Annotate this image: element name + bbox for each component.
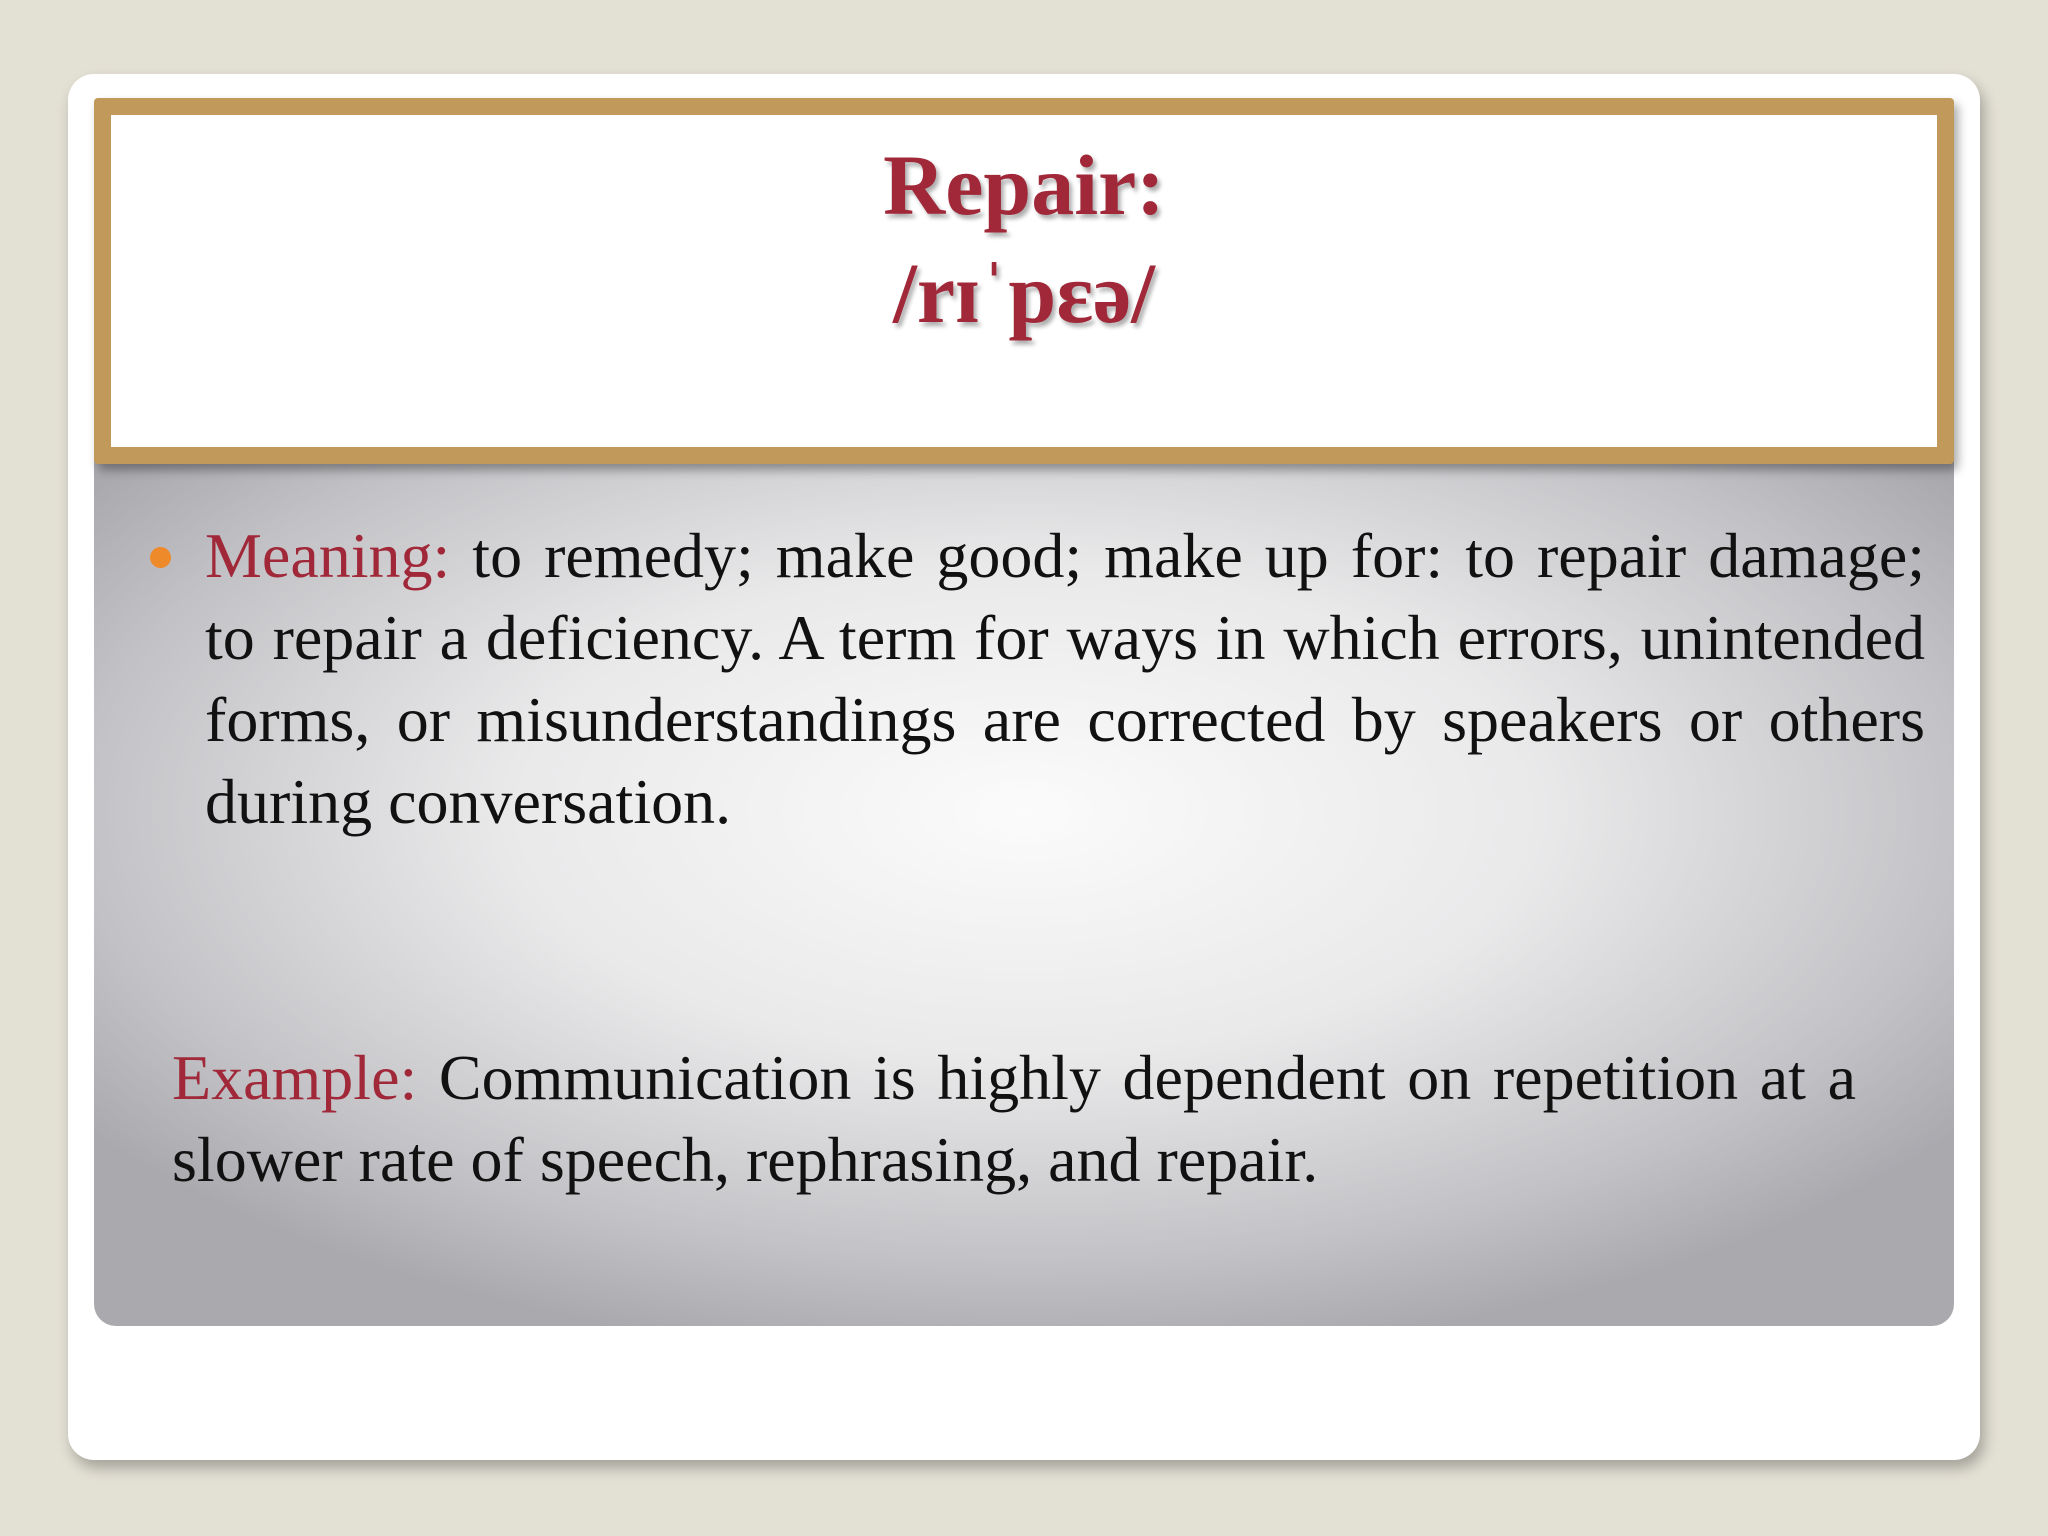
meaning-label: Meaning: [205,520,451,591]
pronunciation: /rɪˈpɛə/ [892,245,1156,341]
example-label: Example: [172,1042,418,1113]
title-box [94,98,1954,464]
example-text: Communication is highly dependent on repetition at a slower rate of speech, rephrasing, and repair. [172,1042,1856,1195]
meaning-text: to remedy; make good; make up for: to repair damage; to repair a deficiency. A term for ways in which errors, unintended forms, or misunderstandings are corrected by speakers or others during conversation. [205,520,1926,837]
example-paragraph [172,1037,1856,1201]
meaning-paragraph [205,515,1925,843]
slide-title: Repair: [883,137,1165,233]
bullet-dot-icon [150,547,171,568]
